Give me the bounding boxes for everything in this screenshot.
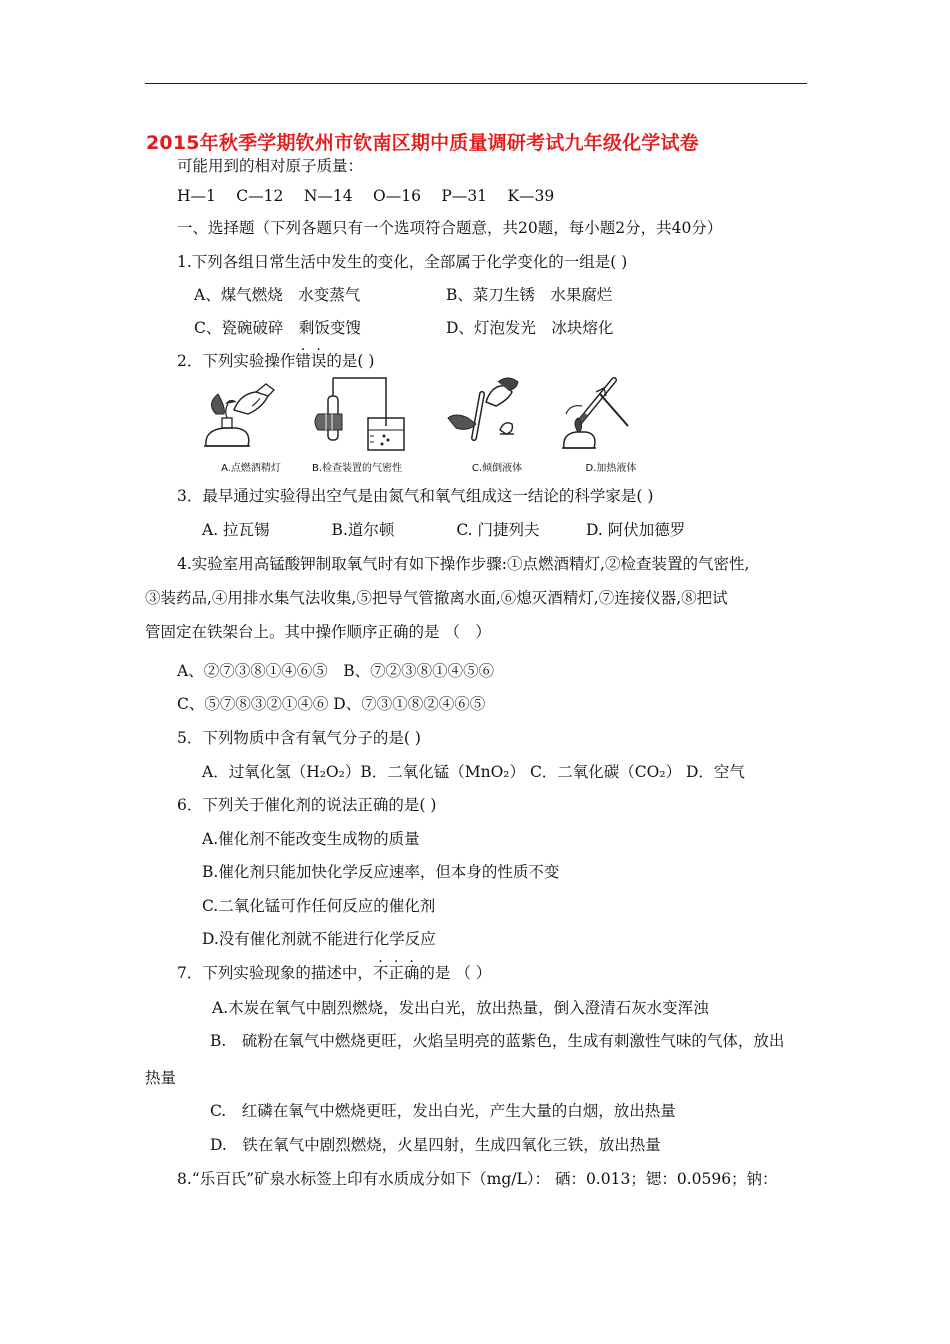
question-1-option-a: A、煤气燃烧 水变蒸气 (194, 286, 361, 304)
question-2-stem-pre: 2．下列实验操作 (177, 352, 296, 370)
figure-a-caption: A.点燃酒精灯 (221, 463, 281, 474)
question-1-option-b: B、菜刀生锈 水果腐烂 (446, 286, 613, 304)
question-7-option-b: B. 硫粉在氧气中燃烧更旺，火焰呈明亮的蓝紫色，生成有刺激性气味的气体，放出 (210, 1032, 785, 1050)
question-1-stem: 1.下列各组日常生活中发生的变化，全部属于化学变化的一组是( ) (177, 253, 628, 271)
question-2-stem (177, 351, 374, 371)
question-2-figures (196, 374, 666, 474)
emphasis-char: 确 (403, 964, 420, 982)
question-7-stem-post: 的是 （ ） (419, 964, 492, 982)
question-4-line-2: ③装药品,④用排水集气法收集,⑤把导气管撤离水面,⑥熄灭酒精灯,⑦连接仪器,⑧把试 (145, 589, 728, 607)
question-3-stem: 3．最早通过实验得出空气是由氮气和氧气组成这一结论的科学家是( ) (177, 487, 654, 505)
header-rule (145, 83, 807, 84)
question-2-stem-post: 的是( ) (326, 352, 375, 370)
page-title: 2015年秋季学期钦州市钦南区期中质量调研考试九年级化学试卷 (146, 132, 699, 154)
atomic-mass-intro: 可能用到的相对原子质量： (177, 157, 364, 175)
emphasis-char: 正 (388, 964, 404, 982)
question-3-options: A. 拉瓦锡 B.道尔顿 C. 门捷列夫 D. 阿伏加德罗 (202, 521, 686, 539)
question-4-line-1: 4.实验室用高锰酸钾制取氧气时有如下操作步骤:①点燃酒精灯,②检查装置的气密性, (177, 555, 750, 573)
question-8-stem: 8.“乐百氏”矿泉水标签上印有水质成分如下（mg/L）： 硒：0.013；锶：0.0596；钠： (177, 1170, 778, 1188)
question-4-options-ab: A、②⑦③⑧①④⑥⑤ B、⑦②③⑧①④⑤⑥ (177, 662, 495, 680)
emphasis-char: 误 (310, 352, 327, 370)
heating-liquid-illustration (556, 374, 666, 456)
question-5-stem: 5．下列物质中含有氧气分子的是( ) (177, 729, 421, 747)
question-6-option-b: B.催化剂只能加快化学反应速率，但本身的性质不变 (202, 863, 560, 881)
figure-d-caption: D.加热液体 (585, 463, 637, 474)
emphasis-char: 不 (372, 964, 389, 982)
figure-c-caption: C.倾倒液体 (471, 463, 523, 474)
question-6-option-c: C.二氧化锰可作任何反应的催化剂 (202, 897, 436, 915)
question-7-stem (177, 963, 491, 983)
emphasis-char: 错 (295, 352, 311, 370)
figure-c (442, 374, 552, 474)
question-7-option-b-continued: 热量 (145, 1069, 177, 1087)
alcohol-lamp-lighting-illustration (196, 374, 306, 456)
question-6-stem: 6．下列关于催化剂的说法正确的是( ) (177, 796, 437, 814)
question-6-option-d: D.没有催化剂就不能进行化学反应 (202, 930, 436, 948)
question-4-options-cd: C、⑤⑦⑧③②①④⑥ D、⑦③①⑧②④⑥⑤ (177, 695, 486, 713)
question-7-option-c: C. 红磷在氧气中燃烧更旺，发出白光，产生大量的白烟，放出热量 (210, 1102, 676, 1120)
figure-a (196, 374, 306, 474)
section-heading: 一、选择题（下列各题只有一个选项符合题意，共20题，每小题2分，共40分） (177, 219, 723, 237)
question-6-option-a: A.催化剂不能改变生成物的质量 (202, 830, 420, 848)
atomic-mass-values: H—1 C—12 N—14 O—16 P—31 K—39 (177, 187, 555, 205)
question-4-line-3: 管固定在铁架台上。其中操作顺序正确的是 （ ） (145, 623, 491, 641)
question-1-option-d: D、灯泡发光 冰块熔化 (446, 319, 614, 337)
figure-b-caption: B.检查装置的气密性 (311, 463, 403, 474)
question-5-options: A．过氧化氢（H₂O₂）B．二氧化锰（MnO₂） C．二氧化碳（CO₂） D．空气 (202, 763, 745, 781)
figure-d (556, 374, 666, 474)
air-tightness-check-illustration (302, 374, 412, 456)
question-1-option-c: C、瓷碗破碎 剩饭变馊 (194, 319, 361, 337)
question-7-option-a: A.木炭在氧气中剧烈燃烧，发出白光，放出热量，倒入澄清石灰水变浑浊 (212, 999, 709, 1017)
question-7-option-d: D. 铁在氧气中剧烈燃烧，火星四射，生成四氧化三铁，放出热量 (210, 1136, 661, 1154)
figure-b (302, 374, 412, 474)
question-7-stem-pre: 7．下列实验现象的描述中， (177, 964, 373, 982)
pouring-liquid-illustration (442, 374, 552, 456)
